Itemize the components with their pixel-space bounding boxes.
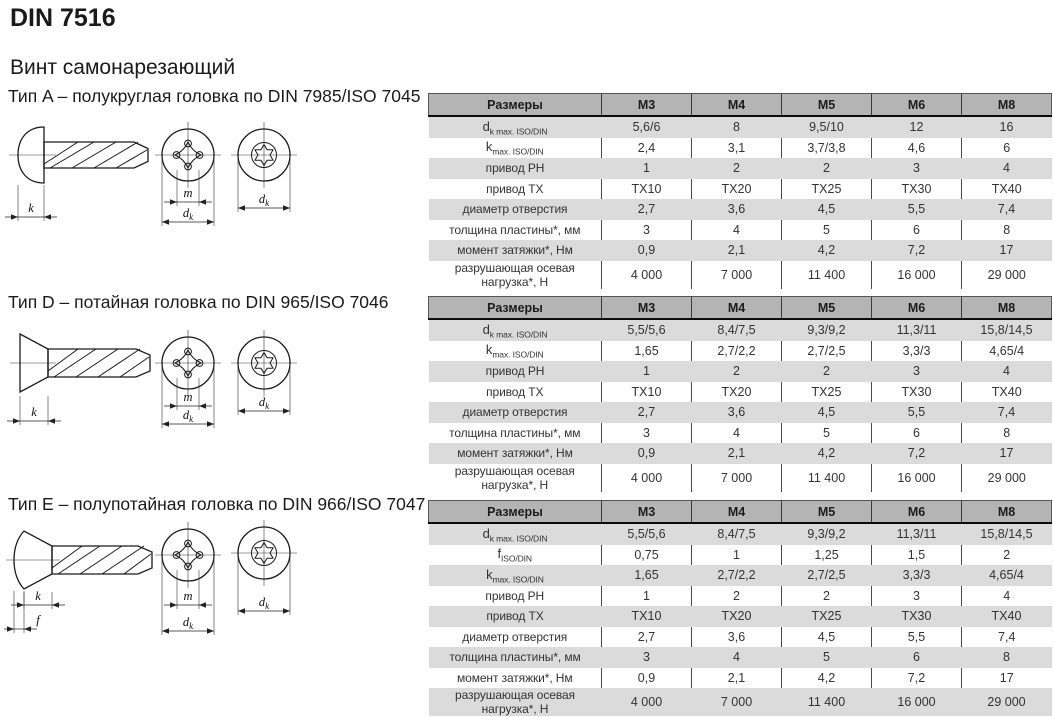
value-cell: TX25 — [782, 606, 872, 627]
row-label: диаметр отверстия — [429, 402, 602, 423]
value-cell: 17 — [962, 240, 1052, 261]
row-label: привод PH — [429, 361, 602, 382]
value-cell: 11 400 — [782, 688, 872, 716]
value-cell: 2,7 — [602, 199, 692, 220]
value-cell: 3,6 — [692, 627, 782, 648]
value-cell: 0,9 — [602, 443, 692, 464]
table-row — [429, 138, 1052, 159]
row-label: разрушающая осевая нагрузка*, Н — [454, 260, 575, 289]
value-cell: 7,4 — [962, 627, 1052, 648]
value-cell: 5,5/5,6 — [602, 319, 692, 341]
row-label: $k_{max. ISO/DIN}$ — [485, 342, 544, 360]
value-cell: 5,5 — [872, 627, 962, 648]
section-heading-type-d: Тип D – потайная головка по DIN 965/ISO 7046 — [8, 292, 389, 312]
table-row — [429, 586, 1052, 607]
phillips-recess-view — [155, 330, 221, 396]
value-cell: 7,2 — [872, 240, 962, 261]
row-label: момент затяжки*, Нм — [429, 443, 602, 464]
dim-label-k: k — [28, 201, 34, 215]
value-cell: 15,8/14,5 — [962, 319, 1052, 341]
column-header-sizes: Размеры — [429, 501, 602, 524]
value-cell: 2,7/2,2 — [692, 565, 782, 586]
value-cell: 4,2 — [782, 668, 872, 689]
table-row — [429, 565, 1052, 586]
column-header-M6: M6 — [872, 501, 962, 524]
value-cell: 2 — [782, 586, 872, 607]
dim-label-m: m — [183, 390, 193, 404]
value-cell: 2,7 — [602, 402, 692, 423]
value-cell: 1,5 — [872, 545, 962, 566]
value-cell: TX25 — [782, 179, 872, 200]
value-cell: 7,4 — [962, 402, 1052, 423]
value-cell: 4 — [962, 586, 1052, 607]
row-label: привод TX — [429, 606, 602, 627]
value-cell: 1,25 — [782, 545, 872, 566]
table-row — [429, 261, 1052, 289]
value-cell: 2,7/2,5 — [782, 565, 872, 586]
value-cell: 7 000 — [692, 261, 782, 289]
value-cell: 8,4/7,5 — [692, 523, 782, 545]
value-cell: 5,5/5,6 — [602, 523, 692, 545]
value-cell: 5,5 — [872, 199, 962, 220]
row-label: диаметр отверстия — [429, 199, 602, 220]
table-row — [429, 688, 1052, 716]
table-row — [429, 464, 1052, 492]
value-cell: 17 — [962, 443, 1052, 464]
table-row — [429, 116, 1052, 138]
row-label: толщина пластины*, мм — [429, 647, 602, 668]
value-cell: 8 — [962, 423, 1052, 444]
value-cell: 11 400 — [782, 464, 872, 492]
column-header-M3: M3 — [602, 501, 692, 524]
column-header-M4: M4 — [692, 297, 782, 320]
value-cell: 4 — [692, 220, 782, 241]
value-cell: 0,9 — [602, 668, 692, 689]
row-label: разрушающая осевая нагрузка*, Н — [454, 463, 575, 492]
row-label: привод TX — [486, 384, 544, 399]
row-label: привод TX — [486, 181, 544, 196]
value-cell: TX40 — [962, 606, 1052, 627]
value-cell: 2,4 — [602, 138, 692, 159]
table-row — [429, 647, 1052, 668]
value-cell: 7,2 — [872, 668, 962, 689]
value-cell: 5,6/6 — [602, 116, 692, 138]
row-label: $k_{max. ISO/DIN}$ — [485, 139, 544, 157]
dim-label-f: f — [36, 613, 40, 627]
value-cell: TX30 — [872, 179, 962, 200]
value-cell: 4,65/4 — [962, 565, 1052, 586]
column-header-M3: M3 — [602, 297, 692, 320]
column-header-M8: M8 — [962, 501, 1052, 524]
value-cell: 3 — [602, 423, 692, 444]
value-cell: 7 000 — [692, 688, 782, 716]
dim-label-m: m — [183, 589, 193, 603]
phillips-recess-view — [155, 522, 221, 588]
value-cell: 3 — [602, 220, 692, 241]
table-row — [429, 545, 1052, 566]
torx-recess-view — [231, 330, 297, 396]
section-heading-type-a: Тип A – полукруглая головка по DIN 7985/ISO 7045 — [8, 86, 421, 106]
row-label: привод PH — [429, 158, 602, 179]
value-cell: 2,7/2,2 — [692, 341, 782, 362]
value-cell: TX20 — [692, 606, 782, 627]
row-label: $f_{ISO/DIN}$ — [497, 546, 532, 564]
value-cell: 9,3/9,2 — [782, 523, 872, 545]
value-cell: TX20 — [692, 179, 782, 200]
dim-label-dk: $d_k$ — [182, 615, 194, 631]
torx-recess-view — [231, 122, 297, 188]
value-cell: TX20 — [692, 382, 782, 403]
column-header-M6: M6 — [872, 297, 962, 320]
value-cell: 6 — [872, 220, 962, 241]
value-cell: 4,6 — [872, 138, 962, 159]
value-cell: 3,1 — [692, 138, 782, 159]
value-cell: 2 — [692, 361, 782, 382]
screw-drawing-type-d — [4, 318, 324, 458]
page-subtitle: Винт самонарезающий — [10, 56, 236, 79]
value-cell: 4 — [962, 361, 1052, 382]
value-cell: 4,5 — [782, 402, 872, 423]
value-cell: 2,7/2,5 — [782, 341, 872, 362]
row-label: привод PH — [485, 588, 545, 603]
value-cell: 7 000 — [692, 464, 782, 492]
value-cell: 3 — [872, 361, 962, 382]
value-cell: 11,3/11 — [872, 523, 962, 545]
value-cell: 2 — [692, 586, 782, 607]
value-cell: 3 — [872, 158, 962, 179]
dim-label-dk: $d_k$ — [258, 395, 270, 411]
row-label: $d_{k max. ISO/DIN}$ — [429, 116, 602, 138]
value-cell: 11 400 — [782, 261, 872, 289]
row-label: момент затяжки*, Нм — [429, 240, 602, 261]
value-cell: 29 000 — [962, 688, 1052, 716]
dim-label-dk: $d_k$ — [182, 206, 194, 222]
value-cell: 5 — [782, 647, 872, 668]
column-header-M4: M4 — [692, 501, 782, 524]
value-cell: 2,1 — [692, 668, 782, 689]
table-row — [429, 606, 1052, 627]
value-cell: 16 000 — [872, 688, 962, 716]
column-header-M4: M4 — [692, 94, 782, 117]
table-row — [429, 341, 1052, 362]
value-cell: 29 000 — [962, 261, 1052, 289]
value-cell: 6 — [872, 647, 962, 668]
value-cell: 1 — [602, 361, 692, 382]
value-cell: 5 — [782, 220, 872, 241]
table-row — [429, 361, 1052, 382]
value-cell: 3,3/3 — [872, 565, 962, 586]
value-cell: TX10 — [602, 606, 692, 627]
value-cell: TX40 — [962, 382, 1052, 403]
value-cell: 5,5 — [872, 402, 962, 423]
screw-drawing-type-e — [4, 515, 324, 665]
value-cell: 6 — [872, 423, 962, 444]
column-header-M5: M5 — [782, 94, 872, 117]
phillips-recess-view — [155, 122, 221, 188]
table-row — [429, 199, 1052, 220]
column-header-M5: M5 — [782, 297, 872, 320]
value-cell: TX10 — [602, 382, 692, 403]
column-header-M6: M6 — [872, 94, 962, 117]
value-cell: 29 000 — [962, 464, 1052, 492]
value-cell: 3 — [872, 586, 962, 607]
value-cell: TX25 — [782, 382, 872, 403]
value-cell: 2,7 — [602, 627, 692, 648]
value-cell: 4,5 — [782, 199, 872, 220]
value-cell: 4,2 — [782, 240, 872, 261]
value-cell: 2 — [962, 545, 1052, 566]
value-cell: 1,65 — [602, 565, 692, 586]
row-label: разрушающая осевая нагрузка*, Н — [429, 688, 602, 716]
table-row — [429, 402, 1052, 423]
value-cell: 8,4/7,5 — [692, 319, 782, 341]
table-row — [429, 158, 1052, 179]
dimensions-table-type-a — [428, 93, 1052, 289]
row-label: $d_{k max. ISO/DIN}$ — [429, 319, 602, 341]
value-cell: 4 — [692, 423, 782, 444]
table-row — [429, 627, 1052, 648]
value-cell: 0,9 — [602, 240, 692, 261]
column-header-sizes: Размеры — [429, 94, 602, 117]
section-heading-type-e: Тип E – полупотайная головка по DIN 966/ISO 7047 — [8, 494, 426, 514]
dim-label-dk: $d_k$ — [258, 595, 270, 611]
page-title: DIN 7516 — [10, 4, 116, 32]
value-cell: 9,5/10 — [782, 116, 872, 138]
value-cell: 1 — [692, 545, 782, 566]
table-row — [429, 220, 1052, 241]
dim-label-m: m — [183, 186, 193, 200]
value-cell: 16 — [962, 116, 1052, 138]
column-header-M8: M8 — [962, 94, 1052, 117]
row-label: момент затяжки*, Нм — [456, 670, 573, 685]
table-row — [429, 382, 1052, 403]
value-cell: 8 — [692, 116, 782, 138]
value-cell: 12 — [872, 116, 962, 138]
dimensions-table-type-e — [428, 500, 1052, 716]
value-cell: TX10 — [602, 179, 692, 200]
value-cell: 3,3/3 — [872, 341, 962, 362]
value-cell: 2 — [692, 158, 782, 179]
table-row — [429, 443, 1052, 464]
screw-drawing-type-a — [4, 115, 324, 250]
value-cell: 11,3/11 — [872, 319, 962, 341]
value-cell: 4,65/4 — [962, 341, 1052, 362]
dimensions-table-type-d — [428, 296, 1052, 492]
value-cell: 16 000 — [872, 464, 962, 492]
value-cell: 3,6 — [692, 199, 782, 220]
table-row — [429, 179, 1052, 200]
value-cell: 1,65 — [602, 341, 692, 362]
value-cell: 2 — [782, 361, 872, 382]
value-cell: 2,1 — [692, 443, 782, 464]
row-label: диаметр отверстия — [462, 629, 568, 644]
dim-label-dk: $d_k$ — [258, 192, 270, 208]
table-row — [429, 423, 1052, 444]
value-cell: 4 — [692, 647, 782, 668]
dim-label-k: k — [31, 405, 37, 419]
column-header-sizes: Размеры — [429, 297, 602, 320]
value-cell: 5 — [782, 423, 872, 444]
value-cell: 3 — [602, 647, 692, 668]
value-cell: 4 — [962, 158, 1052, 179]
column-header-M3: M3 — [602, 94, 692, 117]
dim-label-k: k — [35, 589, 41, 603]
row-label: толщина пластины*, мм — [449, 425, 581, 440]
dim-label-dk: $d_k$ — [182, 408, 194, 424]
value-cell: 3,7/3,8 — [782, 138, 872, 159]
value-cell: 17 — [962, 668, 1052, 689]
table-row — [429, 668, 1052, 689]
value-cell: 7,4 — [962, 199, 1052, 220]
value-cell: 8 — [962, 647, 1052, 668]
value-cell: 0,75 — [602, 545, 692, 566]
value-cell: 15,8/14,5 — [962, 523, 1052, 545]
value-cell: 2,1 — [692, 240, 782, 261]
value-cell: 9,3/9,2 — [782, 319, 872, 341]
value-cell: 4 000 — [602, 464, 692, 492]
column-header-M5: M5 — [782, 501, 872, 524]
row-label: $d_{k max. ISO/DIN}$ — [429, 523, 602, 545]
value-cell: 4 000 — [602, 688, 692, 716]
value-cell: 16 000 — [872, 261, 962, 289]
value-cell: 4,2 — [782, 443, 872, 464]
value-cell: TX30 — [872, 382, 962, 403]
row-label: толщина пластины*, мм — [449, 222, 581, 237]
table-row — [429, 240, 1052, 261]
value-cell: 7,2 — [872, 443, 962, 464]
value-cell: TX40 — [962, 179, 1052, 200]
value-cell: TX30 — [872, 606, 962, 627]
row-label: $k_{max. ISO/DIN}$ — [429, 565, 602, 586]
value-cell: 1 — [602, 586, 692, 607]
value-cell: 4,5 — [782, 627, 872, 648]
value-cell: 4 000 — [602, 261, 692, 289]
table-row — [429, 523, 1052, 545]
value-cell: 3,6 — [692, 402, 782, 423]
value-cell: 2 — [782, 158, 872, 179]
value-cell: 6 — [962, 138, 1052, 159]
table-row — [429, 319, 1052, 341]
torx-recess-view — [231, 520, 297, 586]
value-cell: 8 — [962, 220, 1052, 241]
column-header-M8: M8 — [962, 297, 1052, 320]
value-cell: 1 — [602, 158, 692, 179]
